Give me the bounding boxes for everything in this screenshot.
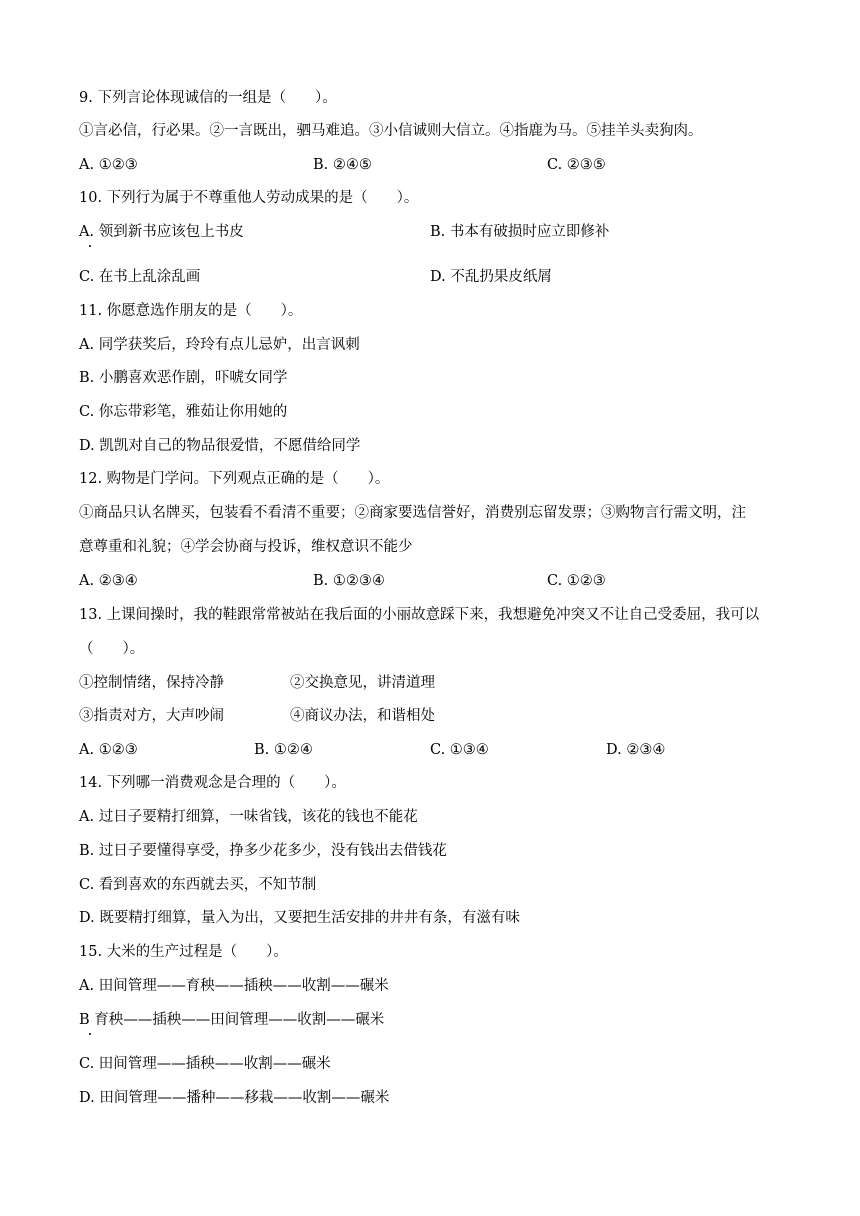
q11-option-c[interactable]: C. 你忘带彩笔，雅茹让你用她的 xyxy=(79,404,288,420)
q11-stem: 11. 你愿意选作朋友的是（ ）。 xyxy=(79,303,303,319)
q15-option-d[interactable]: D. 田间管理——播种——移栽——收割——碾米 xyxy=(79,1090,390,1106)
q15-option-b[interactable]: B 育秧——插秧——田间管理——收割——碾米 xyxy=(79,1012,385,1028)
q14-option-a[interactable]: A. 过日子要精打细算，一味省钱，该花的钱也不能花 xyxy=(79,809,418,825)
q13-statement-3: ③指责对方，大声吵闹 xyxy=(79,708,224,724)
q15-option-c[interactable]: C. 田间管理——插秧——收割——碾米 xyxy=(79,1056,331,1072)
q12-option-a[interactable]: A. ②③④ xyxy=(79,573,138,589)
q12-statements-line2: 意尊重和礼貌；④学会协商与投诉，维权意识不能少 xyxy=(79,539,413,555)
q13-stem-line1: 13. 上课间操时，我的鞋跟常常被站在我后面的小丽故意踩下来，我想避免冲突又不让自己受委屈，我可以 xyxy=(79,607,760,623)
q14-option-b[interactable]: B. 过日子要懂得享受，挣多少花多少，没有钱出去借钱花 xyxy=(79,843,447,859)
q10-stem: 10. 下列行为属于不尊重他人劳动成果的是（ ）。 xyxy=(79,190,419,206)
q15-option-a[interactable]: A. 田间管理——育秧——插秧——收割——碾米 xyxy=(79,978,389,994)
q9-option-b[interactable]: B. ②④⑤ xyxy=(313,157,372,173)
q13-statement-4: ④商议办法，和谐相处 xyxy=(290,708,435,724)
q9-option-a[interactable]: A. ①②③ xyxy=(79,157,138,173)
q11-option-a[interactable]: A. 同学获奖后，玲玲有点儿忌妒，出言讽刺 xyxy=(79,337,360,353)
q13-statement-1: ①控制情绪，保持冷静 xyxy=(79,675,224,691)
q13-statement-2: ②交换意见，讲清道理 xyxy=(290,675,435,691)
q13-option-d[interactable]: D. ②③④ xyxy=(606,742,666,758)
q10-option-b[interactable]: B. 书本有破损时应立即修补 xyxy=(430,224,610,240)
q15-stem: 15. 大米的生产过程是（ ）。 xyxy=(79,944,288,960)
q9-statements: ①言必信，行必果。②一言既出，驷马难追。③小信诚则大信立。④指鹿为马。⑤挂羊头卖狗肉。 xyxy=(79,123,703,139)
q9-option-c[interactable]: C. ②③⑤ xyxy=(547,157,606,173)
stray-dot-mark xyxy=(89,245,91,247)
q12-option-b[interactable]: B. ①②③④ xyxy=(313,573,385,589)
q13-option-c[interactable]: C. ①③④ xyxy=(430,742,489,758)
stray-dot-mark xyxy=(89,1033,91,1035)
q10-option-c[interactable]: C. 在书上乱涂乱画 xyxy=(79,269,201,285)
q10-option-d[interactable]: D. 不乱扔果皮纸屑 xyxy=(430,269,552,285)
q9-stem: 9. 下列言论体现诚信的一组是（ ）。 xyxy=(79,90,337,106)
q11-option-d[interactable]: D. 凯凯对自己的物品很爱惜，不愿借给同学 xyxy=(79,438,361,454)
q14-stem: 14. 下列哪一消费观念是合理的（ ）。 xyxy=(79,775,346,791)
q13-stem-line2: （ ）。 xyxy=(79,641,145,657)
q12-stem: 12. 购物是门学问。下列观点正确的是（ ）。 xyxy=(79,471,390,487)
q14-option-d[interactable]: D. 既要精打细算，量入为出，又要把生活安排的井井有条，有滋有味 xyxy=(79,910,520,926)
q13-option-a[interactable]: A. ①②③ xyxy=(79,742,138,758)
q11-option-b[interactable]: B. 小鹏喜欢恶作剧，吓唬女同学 xyxy=(79,370,288,386)
q12-option-c[interactable]: C. ①②③ xyxy=(547,573,606,589)
q14-option-c[interactable]: C. 看到喜欢的东西就去买，不知节制 xyxy=(79,877,317,893)
q13-option-b[interactable]: B. ①②④ xyxy=(254,742,313,758)
q10-option-a[interactable]: A. 领到新书应该包上书皮 xyxy=(79,224,244,240)
q12-statements-line1: ①商品只认名牌买，包装看不看清不重要；②商家要选信誉好，消费别忘留发票；③购物言行需文明，注 xyxy=(79,505,746,521)
